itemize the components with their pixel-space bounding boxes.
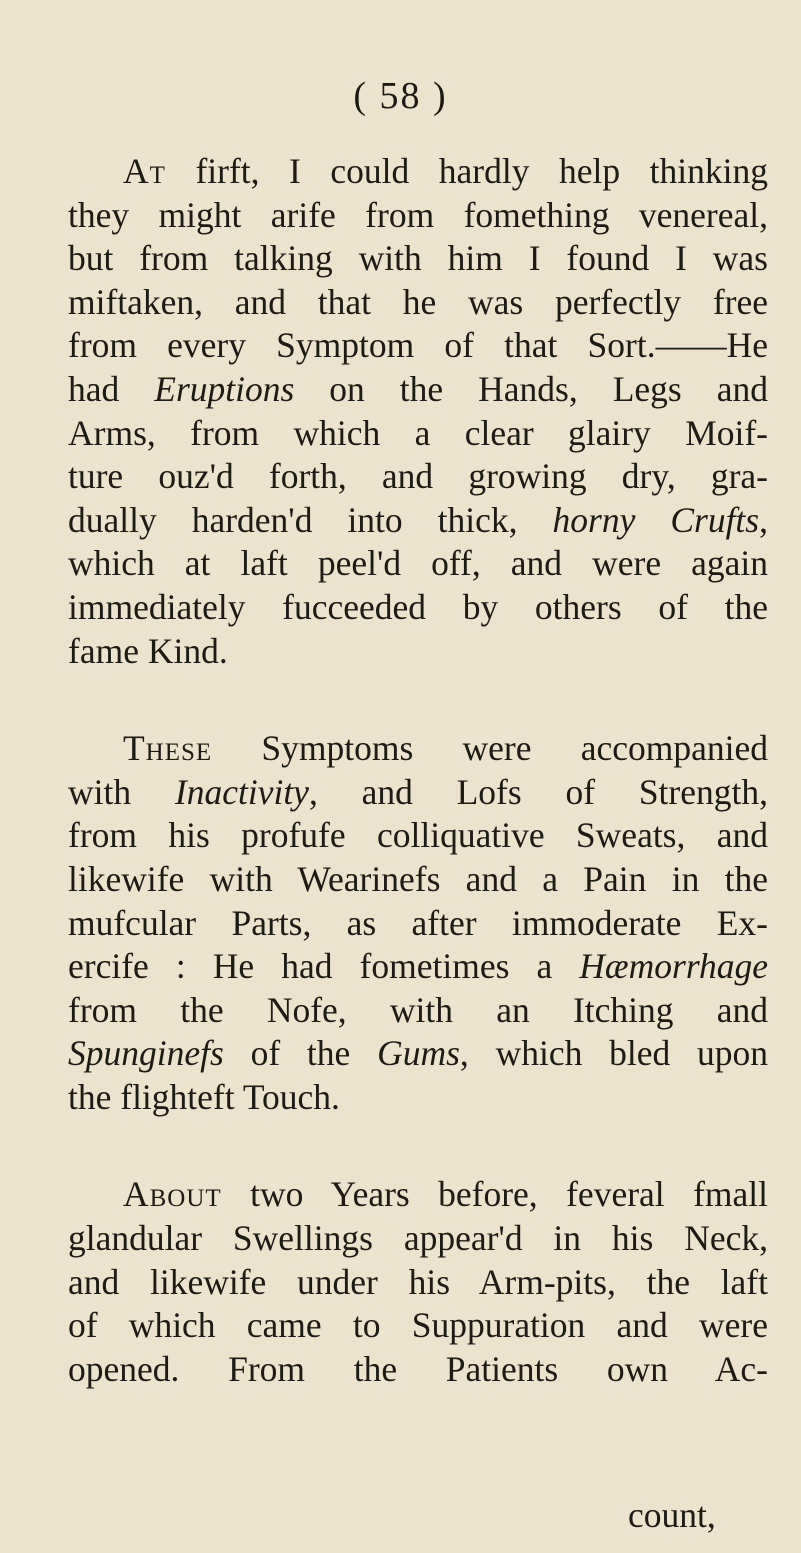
text-line: At firft, I could hardly help thinking — [123, 151, 768, 191]
body-text — [68, 150, 768, 1391]
text-line: These Symptoms were accompanied — [123, 728, 768, 769]
catchword: count, — [628, 1495, 716, 1535]
text-line: but from talking with him I found I was — [68, 238, 768, 279]
text-line: from every Symptom of that Sort.——He — [68, 325, 768, 366]
text-line: About two Years before, feveral fmall — [123, 1174, 768, 1215]
text-line: likewife with Wearinefs and a Pain in the — [68, 858, 768, 899]
text-line: the flighteft Touch. — [68, 1076, 340, 1117]
text-line: mufcular Parts, as after immoderate Ex- — [68, 902, 768, 943]
page-number: ( 58 ) — [353, 75, 448, 117]
text-line: from his profufe colliquative Sweats, and — [68, 815, 768, 856]
paragraph-2 — [68, 727, 768, 1119]
text-line: miftaken, and that he was perfectly free — [68, 281, 768, 322]
text-line: ercife : He had fometimes a Hæmorrhage — [68, 946, 768, 987]
text-line: and likewife under his Arm-pits, the laft — [68, 1261, 768, 1302]
text-line: of which came to Suppuration and were — [68, 1305, 768, 1346]
text-line: they might arife from fomething venereal, — [68, 194, 768, 235]
text-line: which at laft peel'd off, and were again — [68, 543, 768, 584]
text-line: immediately fucceeded by others of the — [68, 586, 768, 627]
text-line: fame Kind. — [68, 630, 228, 671]
text-line: opened. From the Patients own Ac- — [68, 1348, 768, 1389]
text-line: had Eruptions on the Hands, Legs and — [68, 368, 769, 409]
text-line: with Inactivity, and Lofs of Strength, — [68, 771, 768, 812]
text-line: from the Nofe, with an Itching and — [68, 989, 768, 1030]
text-line: ture ouz'd forth, and growing dry, gra- — [68, 456, 768, 497]
paragraph-3 — [68, 1173, 768, 1391]
text-line: glandular Swellings appear'd in his Neck, — [68, 1218, 768, 1259]
paragraph-1 — [68, 150, 768, 673]
text-line: Spunginefs of the Gums, which bled upon — [68, 1033, 768, 1074]
text-line: Arms, from which a clear glairy Moif- — [68, 412, 768, 453]
text-line: dually harden'd into thick, horny Crufts, — [68, 499, 768, 540]
